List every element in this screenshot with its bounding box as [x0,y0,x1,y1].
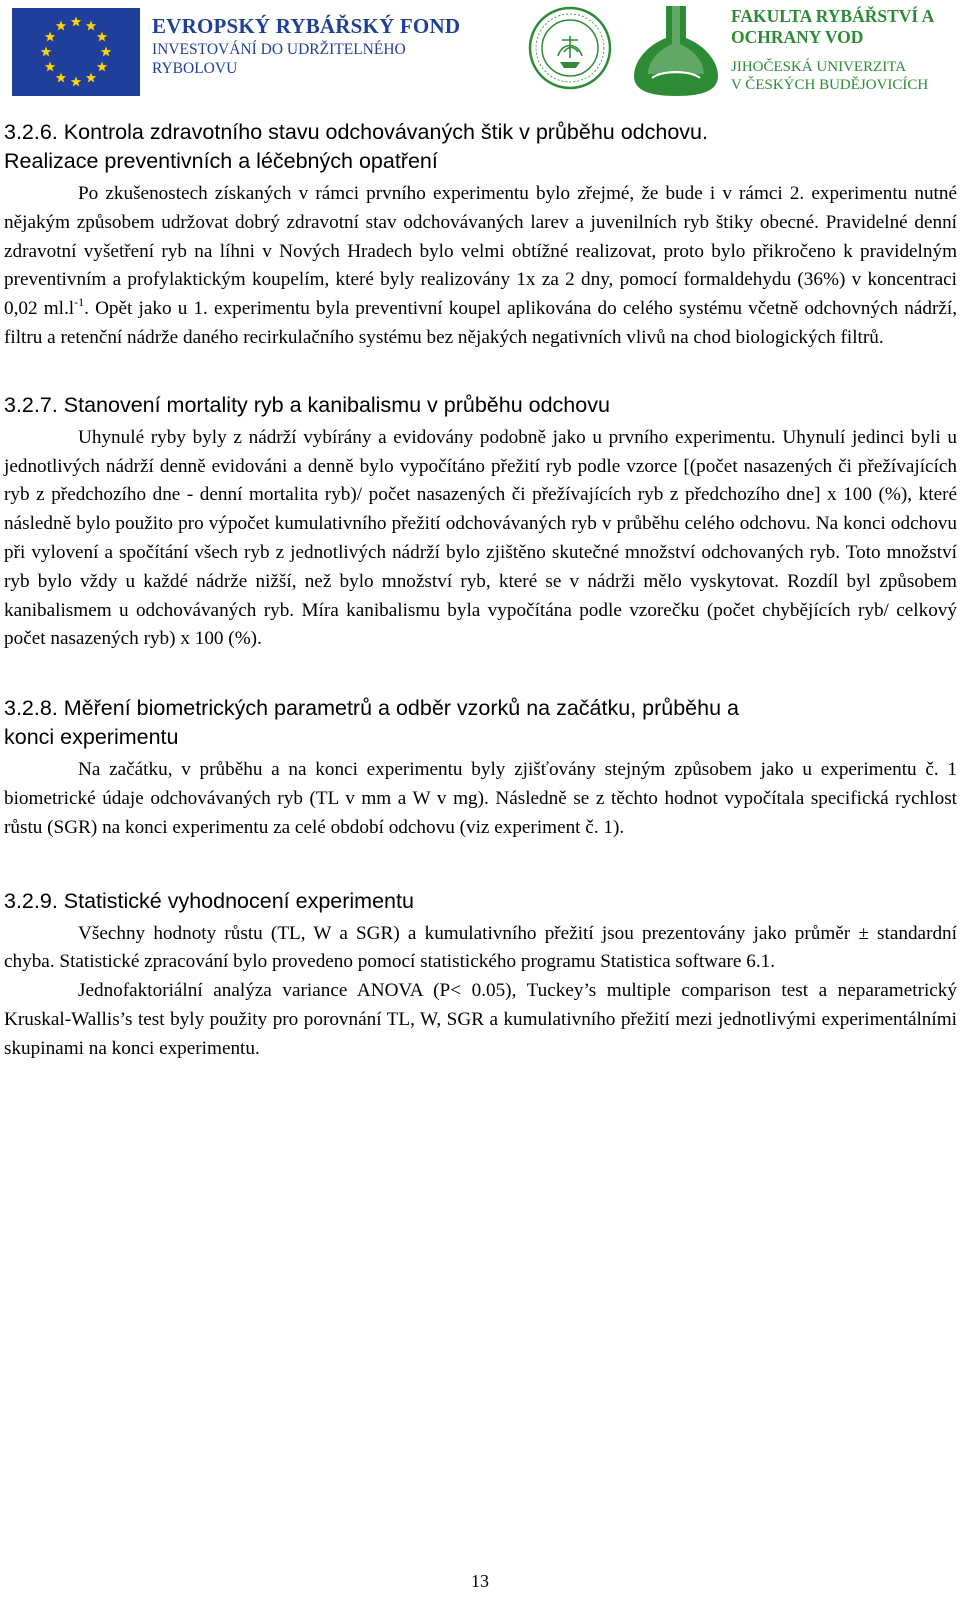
document-body [4,118,957,1064]
page-header [0,0,960,104]
section-heading-3-2-8 [4,694,957,752]
superscript: -1 [74,295,85,310]
eu-fund-subtitle-2: RYBOLOVU [152,60,238,77]
faculty-flask-logo-icon [632,4,720,98]
section-heading-3-2-9: 3.2.9. Statistické vyhodnocení experimentu [4,888,414,913]
eu-fund-title: EVROPSKÝ RYBÁŘSKÝ FOND [152,14,461,38]
section-heading-3-2-6 [4,118,957,176]
paragraph [4,180,957,353]
paragraph: Jednofaktoriální analýza variance ANOVA (P< 0.05), Tuckey’s multiple comparison test a neparametrický Kruskal-Wallis’s test byly použity pro porovnání TL, W, SGR a kumulativního přežití mezi jednotlivými experimentálními skupinami na konci experimentu. [4,980,957,1059]
paragraph-text: . Opět jako u 1. experimentu byla preventivní koupel aplikována do celého systému včetně odchovných nádrží, filtru a retenční nádrže daného recirkulačního systému bez nějakých negativních vlivů na chod biologických filtrů. [4,298,957,348]
paragraph: Uhynulé ryby byly z nádrží vybírány a evidovány podobně jako u prvního experimentu. Uhynulí jedinci byli u jednotlivých nádrží denně evidováni a denně bylo vypočítáno přežití ryb podle vzorce [(počet nasazených či přežívajících ryb z předchozího dne - denní mortalita ryb)/ počet nasazených či přežívajících ryb z předchozího dne] x 100 (%), které následně bylo použito pro výpočet kumulativního přežití odchovávaných ryb v průběhu celého odchovu. Na konci odchovu při vylovení a spočítání všech ryb z jednotlivých nádrží bylo zjištěno skutečné množství odchovaných ryb. Toto množství ryb bylo vždy u každé nádrže nižší, než bylo množství ryb, které se v nádrži mělo vyskytovat. Rozdíl byl způsobem kanibalismem u odchovávaných ryb. Míra kanibalismu byla vypočítána podle vzorečku (počet chybějících ryb/ celkový počet nasazených ryb) x 100 (%). [4,426,957,650]
eu-fund-block [152,14,460,78]
faculty-block [731,6,934,94]
heading-line: Realizace preventivních a léčebných opatření [4,149,438,173]
faculty-name-line-1: FAKULTA RYBÁŘSTVÍ A [731,6,935,26]
university-name-line-1: JIHOČESKÁ UNIVERZITA [731,59,907,75]
university-name-line-2: V ČESKÝCH BUDĚJOVICÍCH [731,77,929,93]
faculty-name-line-2: OCHRANY VOD [731,27,864,47]
eu-flag-icon [12,8,140,96]
section-heading-3-2-7: 3.2.7. Stanovení mortality ryb a kanibalismu v průběhu odchovu [4,392,610,417]
paragraph: Všechny hodnoty růstu (TL, W a SGR) a kumulativního přežití jsou prezentovány jako průměr ± standardní chyba. Statistické zpracování bylo provedeno pomocí statistického programu Statistica software 6.1. [4,922,957,973]
paragraph: Na začátku, v průběhu a na konci experimentu byly zjišťovány stejným způsobem jako u experimentu č. 1 biometrické údaje odchovávaných ryb (TL v mm a W v mg). Následně se z těchto hodnot vypočítala specifická rychlost růstu (SGR) na konci experimentu za celé období odchovu (viz experiment č. 1). [4,759,957,838]
eu-fund-subtitle-1: INVESTOVÁNÍ DO UDRŽITELNÉHO [152,41,406,58]
heading-line: 3.2.8. Měření biometrických parametrů a odběr vzorků na začátku, průběhu a [4,696,739,721]
heading-line: konci experimentu [4,725,179,750]
heading-line: 3.2.6. Kontrola zdravotního stavu odchovávaných štik v průběhu odchovu. [4,120,708,144]
page-number: 13 [471,1571,489,1591]
university-seal-icon [528,6,612,90]
paragraph-text: Po zkušenostech získaných v rámci prvního experimentu bylo zřejmé, že bude i v rámci 2. experimentu nutné nějakým způsobem udržovat dobrý zdravotní stav odchovávaných larev a juvenilních ryb štiky obecné. Pravidelné denní zdravotní vyšetření ryb na líhni v Nových Hradech bylo velmi obtížné realizovat, proto bylo přikročeno k pravidelným preventivním a profylaktickým koupelím, které byly realizovány 1x za 2 dny, pomocí formaldehydu (36%) v koncentraci 0,02 ml.l [4,183,957,320]
